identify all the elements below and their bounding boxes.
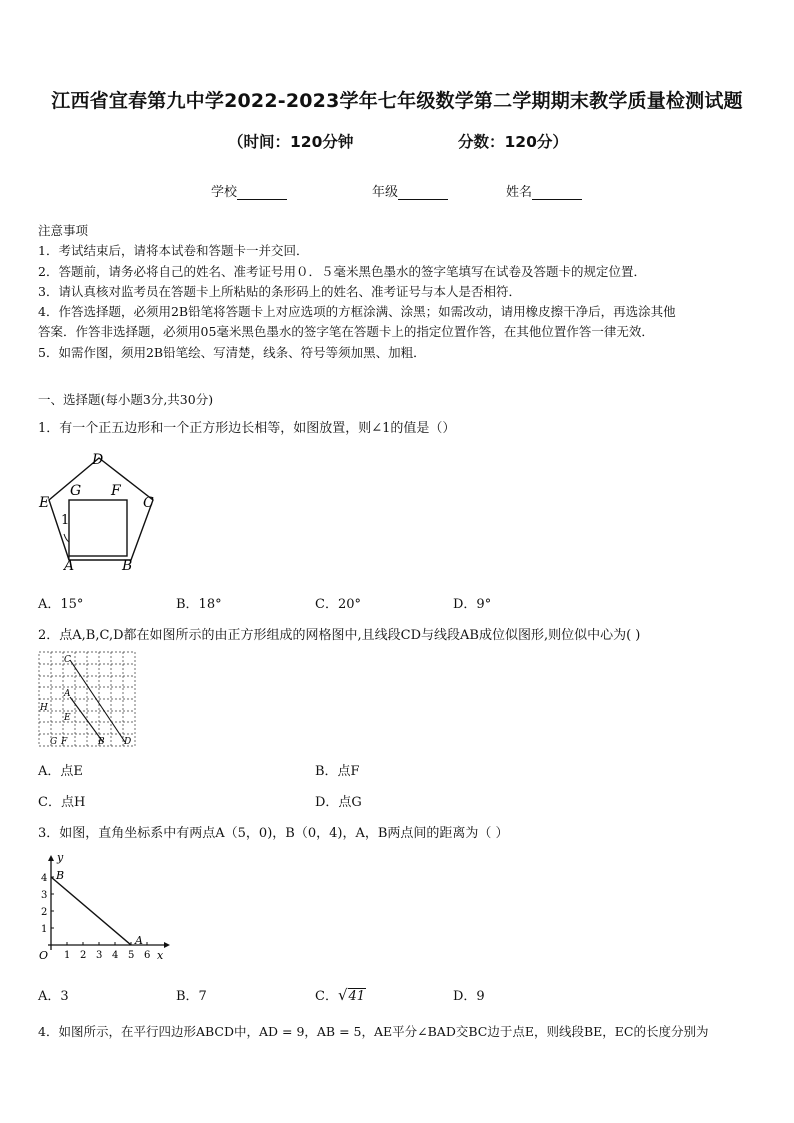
x-tick-2: 2 [80,950,87,961]
grid-label-E: E [64,713,71,723]
question-4-text: 4．如图所示，在平行四边形ABCD中，AD = 9，AB = 5，AE平分∠BAD交BC边于点E，则线段BE，EC的长度分别为 [38,1024,709,1039]
q1-option-d[interactable]: D．9° [453,597,492,612]
label-B: B [122,558,133,574]
exam-time: （时间：120分钟 [228,133,354,151]
q3-option-c[interactable]: C．√41 [315,986,366,1004]
exam-score: 分数：120分） [458,133,568,151]
label-angle-1: 1 [61,513,70,528]
x-tick-6: 6 [144,950,151,961]
q2-option-d[interactable]: D．点G [315,795,362,810]
segment-CD [70,660,125,742]
notice-heading: 注意事项 [38,223,89,238]
q3-option-c-label: C． [315,989,338,1004]
q1-option-c[interactable]: C．20° [315,597,361,612]
grid-label-H: H [40,703,48,713]
name-blank [532,185,582,200]
notice-item: 5．如需作图，须用2B铅笔绘、写清楚，线条、符号等须加黑、加粗． [38,344,426,360]
grid-label-B: B [98,737,105,747]
q1-option-b[interactable]: B．18° [176,597,222,612]
x-tick-4: 4 [112,950,119,961]
name-label: 姓名 [506,185,533,200]
segment-AB [70,697,103,742]
school-field [211,181,287,200]
axis-label-y: y [57,852,64,864]
label-A: A [64,558,75,574]
segment-AB-line [51,877,131,945]
pentagon-square-figure [36,450,166,574]
square-shape [69,500,127,556]
q2-option-c[interactable]: C．点H [38,795,86,810]
grid-figure [37,650,137,748]
q2-option-b[interactable]: B．点F [315,764,360,779]
question-2-text: 2．点A,B,C,D都在如图所示的由正方形组成的网格图中,且线段CD与线段AB成位似图形,则位似中心为( ) [38,628,641,643]
grid-label-D: D [124,737,132,747]
axis-label-x: x [157,949,164,962]
notice-block [38,221,758,363]
notice-item: 4．作答选择题，必须用2B铅笔将答题卡上对应选项的方框涂满、涂黑；如需改动，请用橡皮擦干净后，再选涂其他 [38,304,676,320]
notice-item: 2．答题前，请务必将自己的姓名、准考证号用０．５毫米黑色墨水的签字笔填写在试卷及答题卡的规定位置． [38,263,646,279]
q3-option-a[interactable]: A．3 [38,989,69,1004]
notice-item: 答案．作答非选择题，必须用05毫米黑色墨水的签字笔在答题卡上的指定位置作答，在其他位置作答一律无效． [38,324,654,340]
school-blank [237,185,287,200]
section-heading: 一、选择题(每小题3分,共30分) [38,392,214,407]
grade-blank [398,185,448,200]
grid-label-F: F [61,737,68,747]
q3-option-d[interactable]: D．9 [453,989,485,1004]
school-label: 学校 [211,185,238,200]
q2-option-a[interactable]: A．点E [38,764,83,779]
grid-label-C: C [64,655,71,665]
sqrt-radicand: 41 [348,989,366,1004]
notice-item: 3．请认真核对监考员在答题卡上所粘贴的条形码上的姓名、准考证号与本人是否相符． [38,283,521,299]
grid-label-G: G [50,737,58,747]
grade-field [372,181,448,200]
point-label-B: B [56,869,65,882]
name-field [506,181,582,200]
exam-title: 江西省宜春第九中学2022-2023学年七年级数学第二学期期末教学质量检测试题 [51,90,743,112]
x-tick-5: 5 [128,950,135,961]
point-label-A: A [135,934,143,947]
grade-label: 年级 [372,185,399,200]
origin-label: O [39,949,49,962]
grid-label-A: A [64,689,71,699]
label-F: F [111,483,121,499]
y-tick-4: 4 [41,873,48,884]
label-C: C [143,495,154,511]
question-1-text: 1．有一个正五边形和一个正方形边长相等，如图放置，则∠1的值是（） [38,421,456,436]
label-E: E [39,495,50,511]
q3-option-b[interactable]: B．7 [176,989,207,1004]
y-tick-1: 1 [41,924,48,935]
pentagon-shape [49,458,153,560]
x-tick-3: 3 [96,950,103,961]
question-3-text: 3．如图，直角坐标系中有两点A（5，0)，B（0，4)，A，B两点间的距离为（ ） [38,826,509,841]
label-D: D [92,452,104,468]
coordinate-figure [36,852,172,964]
y-tick-3: 3 [41,890,48,901]
y-tick-2: 2 [41,907,48,918]
x-tick-1: 1 [64,950,71,961]
label-G: G [70,483,82,499]
q1-option-a[interactable]: A．15° [38,597,84,612]
notice-item: 1．考试结束后，请将本试卷和答题卡一并交回． [38,243,309,259]
